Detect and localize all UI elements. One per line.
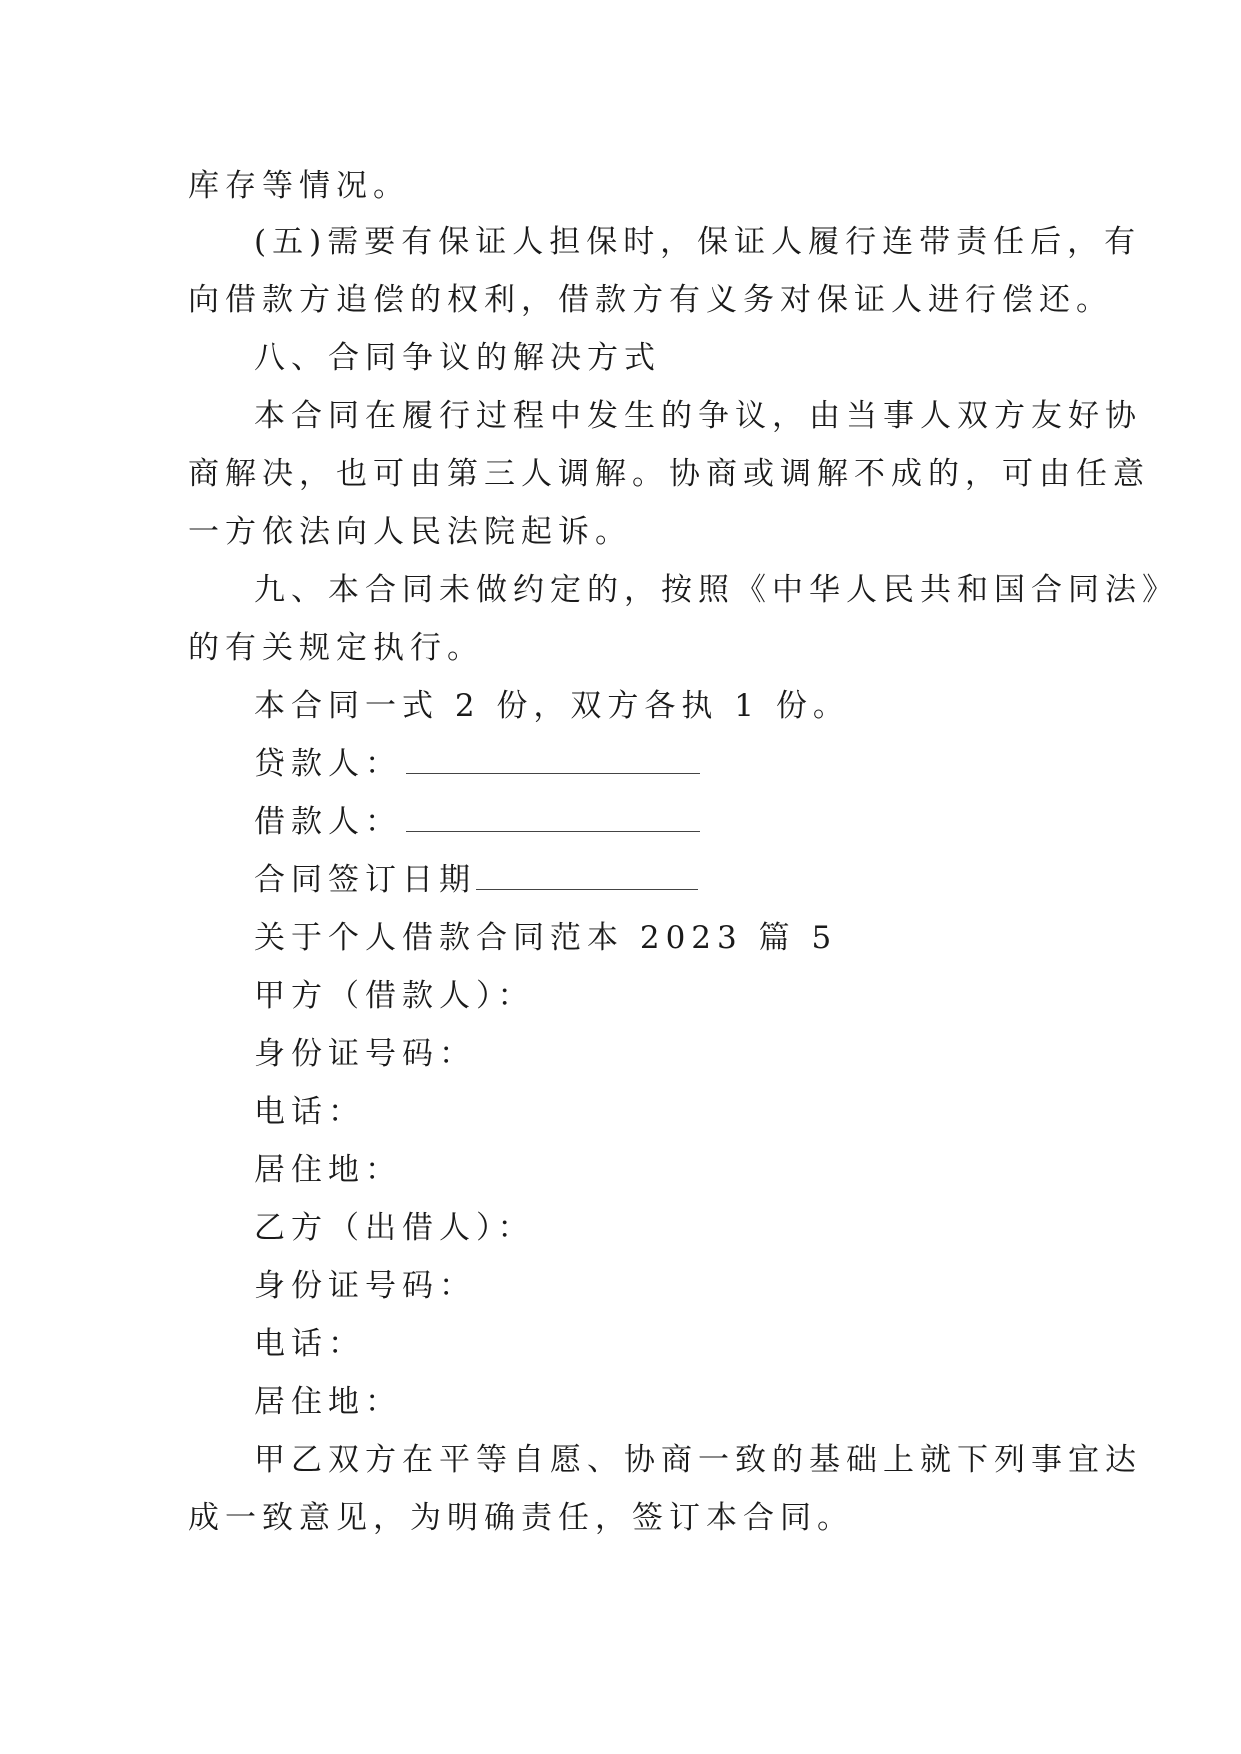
text-line: 一方依法向人民法院起诉。: [188, 514, 632, 550]
text-line: (五)需要有保证人担保时，保证人履行连带责任后，有: [254, 224, 1142, 260]
text-line: 的有关规定执行。: [188, 630, 484, 666]
text-line: 向借款方追偿的权利，借款方有义务对保证人进行偿还。: [188, 282, 1113, 318]
text-line: 商解决，也可由第三人调解。协商或调解不成的，可由任意: [188, 456, 1150, 492]
section-heading: 八、合同争议的解决方式: [254, 340, 661, 376]
text-line: 电话：: [254, 1326, 365, 1362]
text-line: 身份证号码：: [254, 1036, 476, 1072]
date-blank: [476, 865, 698, 890]
lender-label: 贷款人：: [254, 746, 402, 782]
borrower-signature-line: [254, 802, 700, 842]
text-line: 居住地：: [254, 1384, 402, 1420]
sign-date-line: [254, 860, 698, 900]
text-line: 居住地：: [254, 1152, 402, 1188]
text-line: 乙方（出借人）：: [254, 1210, 535, 1246]
text-line: 本合同一式 2 份，双方各执 1 份。: [254, 688, 850, 724]
text-line: 电话：: [254, 1094, 365, 1130]
sign-date-label: 合同签订日期: [254, 862, 476, 898]
lender-signature-line: [254, 744, 700, 784]
text-line: 九、本合同未做约定的，按照《中华人民共和国合同法》: [254, 572, 1179, 608]
borrower-label: 借款人：: [254, 804, 402, 840]
signature-blank: [406, 807, 700, 832]
text-line: 身份证号码：: [254, 1268, 476, 1304]
text-line: 成一致意见，为明确责任，签订本合同。: [188, 1500, 854, 1536]
text-line: 库存等情况。: [188, 168, 410, 204]
text-line: 甲乙双方在平等自愿、协商一致的基础上就下列事宜达: [254, 1442, 1142, 1478]
signature-blank: [406, 749, 700, 774]
text-line: 甲方（借款人）：: [254, 978, 535, 1014]
section-title: 关于个人借款合同范本 2023 篇 5: [254, 920, 838, 956]
text-line: 本合同在履行过程中发生的争议，由当事人双方友好协: [254, 398, 1142, 434]
